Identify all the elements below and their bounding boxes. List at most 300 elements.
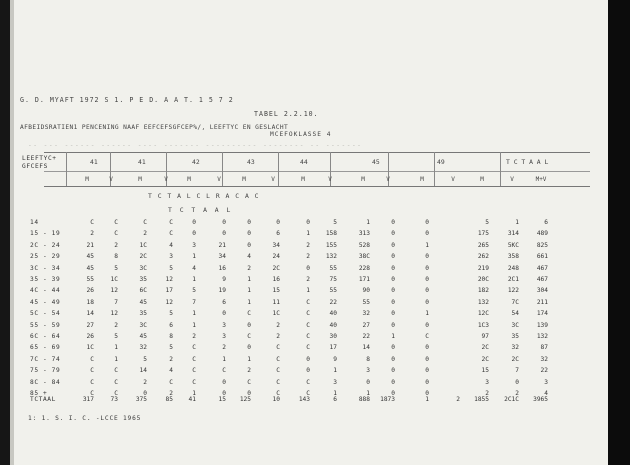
table-row-cell: 1 (222, 355, 226, 363)
table-row-cell: 45 (139, 298, 147, 306)
table-row-cell: 1 (192, 390, 196, 397)
table-row-cell: 0 (391, 321, 395, 329)
table-row-cell: 21 (86, 241, 94, 249)
table-row-cell: 8 (169, 333, 173, 340)
table-row-cell: 1 (247, 276, 251, 283)
table-row-cell: 1 (366, 219, 370, 226)
table-row-cell: 0 (306, 264, 310, 272)
footer-note: 1: 1. S. I. C. -LCCE 1965 (28, 415, 142, 422)
table-row-cell: 314 (507, 230, 519, 238)
column-group-header: T C T A A L (506, 158, 549, 166)
table-row-cell: 0 (391, 310, 395, 318)
table-row-cell: 1 (192, 276, 196, 283)
table-row-cell: 54 (511, 310, 519, 318)
table-row-cell: C (276, 378, 280, 386)
table-row-cell: 0 (425, 287, 429, 295)
table-header-bottom-rule (44, 186, 590, 187)
total-row-cell: 10 (272, 396, 280, 403)
table-row-cell: 2C (511, 355, 519, 363)
table-row-cell: 2C (481, 344, 489, 352)
table-row-cell: 12 (110, 287, 118, 295)
table-row-cell: 5 (169, 344, 173, 352)
table-row-cell: 4 (544, 390, 548, 397)
table-row-cell: 35 (139, 276, 147, 283)
column-subheader: V (328, 176, 332, 183)
table-row-cell: 22 (329, 298, 337, 306)
column-subheader: V (451, 176, 455, 183)
table-row-cell: 0 (391, 355, 395, 363)
table-row-cell: 3C (139, 264, 147, 272)
table-row-cell: 248 (507, 264, 519, 272)
table-row-cell: 304 (536, 287, 548, 295)
table-row-cell: 6C (139, 287, 147, 295)
table-row-cell: 1 (192, 321, 196, 329)
table-row-cell: 5 (169, 264, 173, 272)
table-row-cell: 1C (139, 241, 147, 249)
table-row-cell: 1C (86, 344, 94, 352)
table-row-cell: C (143, 219, 147, 226)
table-row-cell: C (306, 390, 310, 397)
total-row-cell: 41 (188, 396, 196, 403)
column-divider (434, 152, 435, 186)
bleed-through-text: -- --- ------ ------ ---- ------- ---------- -------- -- ------- (28, 142, 363, 149)
table-row-cell: 32 (540, 355, 548, 363)
table-top-rule (44, 152, 590, 153)
table-row-cell: 2 (90, 230, 94, 238)
table-row-cell: 1 (247, 355, 251, 363)
table-row-cell: 22 (362, 333, 370, 340)
table-row-cell: 14 (139, 367, 147, 375)
table-row-cell: 467 (536, 276, 548, 283)
table-row-cell: 0 (391, 298, 395, 306)
table-row-cell: 5 (143, 355, 147, 363)
row-header-bottom: GFCEFS (22, 163, 48, 170)
table-row-cell: 17 (165, 287, 173, 295)
table-row-cell: 0 (391, 253, 395, 261)
table-row-cell: 15 (481, 367, 489, 375)
table-row-cell: 1C (272, 310, 280, 318)
table-row-cell: 0 (222, 390, 226, 397)
table-row-cell: 0 (143, 390, 147, 397)
table-row-cell: 45 (139, 333, 147, 340)
table-row-cell: 7 (114, 298, 118, 306)
table-row-cell: 2 (192, 333, 196, 340)
table-row-cell: 0 (425, 219, 429, 226)
table-row-cell: 40 (329, 310, 337, 318)
table-row-cell: 32 (139, 344, 147, 352)
table-row-cell: C (90, 219, 94, 226)
table-subtitle: MCEFOKLASSE 4 (270, 131, 332, 138)
table-row-cell: 825 (536, 241, 548, 249)
table-row-cell: 1 (247, 298, 251, 306)
table-row-cell: 1 (391, 333, 395, 340)
table-row-cell: 90 (362, 287, 370, 295)
table-row-cell: C (114, 390, 118, 397)
column-subheader: V (271, 176, 275, 183)
table-row-cell: C (247, 378, 251, 386)
total-row-cell: 1873 (380, 396, 395, 403)
table-row-cell: 2 (114, 321, 118, 329)
column-subheader: V (109, 176, 113, 183)
table-row-cell: 0 (425, 367, 429, 375)
table-row-cell: 2 (276, 333, 280, 340)
table-row-cell: 12 (110, 310, 118, 318)
table-row-cell: 2 (169, 390, 173, 397)
table-row-cell: C (192, 367, 196, 375)
table-row-cell: C (306, 344, 310, 352)
table-row-cell: 5 (169, 310, 173, 318)
table-row-cell: 14 (362, 344, 370, 352)
table-row-cell: 55 (329, 287, 337, 295)
table-row-cell: 3 (333, 378, 337, 386)
column-group-header: 43 (247, 158, 255, 166)
table-row-cell: 0 (247, 230, 251, 238)
table-row-cell: C (114, 367, 118, 375)
table-row-cell: 0 (306, 367, 310, 375)
table-row-cell: 7 (192, 298, 196, 306)
table-row-label: 75 - 79 (30, 367, 61, 375)
table-row-label: 5C - 54 (30, 310, 61, 318)
column-subheader: V (164, 176, 168, 183)
table-row-label: 8C - 84 (30, 378, 61, 386)
table-row-cell: 0 (391, 344, 395, 352)
section-label-2: T C T A A L (168, 206, 233, 214)
column-group-header: 41 (138, 158, 146, 166)
column-group-header: 44 (300, 158, 308, 166)
table-row-cell: C (90, 355, 94, 363)
column-subheader: V (217, 176, 221, 183)
table-row-cell: C (306, 298, 310, 306)
table-row-cell: 2 (247, 367, 251, 375)
column-subheader: M (480, 176, 484, 183)
table-row-cell: 2 (143, 230, 147, 238)
section-label-1: T C T A L C L R A C A C (148, 192, 260, 200)
table-row-cell: 2 (306, 276, 310, 283)
table-row-cell: 22 (540, 367, 548, 375)
table-row-cell: 528 (358, 241, 370, 249)
column-subheader: M (361, 176, 365, 183)
table-row-cell: 265 (477, 241, 489, 249)
table-row-cell: 11 (272, 298, 280, 306)
table-row-cell: 40 (329, 321, 337, 329)
table-row-cell: 2 (306, 253, 310, 261)
table-row-cell: 262 (477, 253, 489, 261)
table-row-cell: 3 (222, 333, 226, 340)
table-row-cell: C (247, 333, 251, 340)
ref-line: G. D. MYAFT 1972 S 1. P E D. A A T. 1 5 7 2 (20, 96, 234, 104)
table-row-cell: 1 (192, 253, 196, 261)
table-row-cell: C (306, 310, 310, 318)
table-row-cell: C (192, 344, 196, 352)
table-row-cell: 14 (86, 310, 94, 318)
total-row-cell: 85 (165, 396, 173, 403)
table-row-cell: 45 (86, 264, 94, 272)
table-row-cell: 0 (247, 390, 251, 397)
table-row-cell: 2C (272, 264, 280, 272)
column-subheader: V (510, 176, 514, 183)
table-row-cell: 0 (391, 287, 395, 295)
table-row-cell: 26 (86, 287, 94, 295)
table-row-cell: C (192, 355, 196, 363)
table-row-cell: 0 (366, 378, 370, 386)
table-row-cell: 3 (485, 378, 489, 386)
total-row-cell: 375 (135, 396, 147, 403)
table-row-cell: 1 (192, 310, 196, 318)
table-row-cell: 87 (540, 344, 548, 352)
table-row-cell: 358 (507, 253, 519, 261)
table-row-cell: C (114, 230, 118, 238)
table-row-cell: 175 (477, 230, 489, 238)
total-row-cell: 317 (82, 396, 94, 403)
table-row-cell: 3 (192, 241, 196, 249)
table-row-cell: 182 (477, 287, 489, 295)
table-row-cell: 55 (329, 264, 337, 272)
total-row-cell: 2C1C (504, 396, 519, 403)
table-row-cell: 2 (247, 264, 251, 272)
table-row-cell: 132 (536, 333, 548, 340)
table-row-cell: 6 (169, 321, 173, 329)
column-group-header: 41 (90, 158, 98, 166)
table-row-cell: 661 (536, 253, 548, 261)
table-row-cell: 2 (114, 241, 118, 249)
table-row-cell: 0 (425, 344, 429, 352)
column-group-header: 45 (372, 158, 380, 166)
table-row-cell: 0 (425, 321, 429, 329)
total-row-cell: 1 (425, 396, 429, 403)
table-row-cell: C (306, 321, 310, 329)
total-row-cell: 3965 (533, 396, 548, 403)
table-row-cell: C (306, 378, 310, 386)
table-row-cell: 16 (272, 276, 280, 283)
table-row-cell: 155 (325, 241, 337, 249)
table-row-cell: 21 (218, 241, 226, 249)
table-row-cell: 55 (86, 276, 94, 283)
table-row-cell: 1 (333, 367, 337, 375)
total-row-cell: 125 (239, 396, 251, 403)
table-row-cell: C (192, 378, 196, 386)
table-row-cell: 158 (325, 230, 337, 238)
column-divider (66, 152, 67, 186)
table-row-cell: 2 (143, 378, 147, 386)
table-row-cell: C (114, 378, 118, 386)
table-row-cell: 16 (218, 264, 226, 272)
total-row-cell: 2 (456, 396, 460, 403)
table-row-cell: 0 (425, 355, 429, 363)
table-row-cell: C (222, 367, 226, 375)
table-row-label: 6C - 64 (30, 333, 61, 340)
table-row-cell: 0 (192, 230, 196, 238)
table-row-cell: 0 (391, 276, 395, 283)
total-row-cell: 888 (358, 396, 370, 403)
table-row-cell: 0 (391, 367, 395, 375)
table-row-label: 2C - 24 (30, 241, 61, 249)
table-row-cell: 132 (477, 298, 489, 306)
table-row-cell: 1 (114, 344, 118, 352)
table-row-cell: C (276, 390, 280, 397)
table-number: TABEL 2.2.10. (254, 110, 319, 118)
column-subheader: V (386, 176, 390, 183)
table-row-cell: 3C (139, 321, 147, 329)
table-row-cell: 0 (425, 298, 429, 306)
table-row-cell: 228 (358, 264, 370, 272)
table-row-cell: 12 (165, 276, 173, 283)
column-subheader: M (301, 176, 305, 183)
table-row-cell: 3 (544, 378, 548, 386)
column-subheader: M (187, 176, 191, 183)
page-left-shadow (10, 0, 14, 465)
table-row-cell: 0 (306, 219, 310, 226)
table-row-cell: 26 (86, 333, 94, 340)
table-row-cell: C (276, 367, 280, 375)
table-row-cell: 0 (391, 241, 395, 249)
table-row-cell: 17 (329, 344, 337, 352)
table-row-cell: 1C (110, 276, 118, 283)
table-row-cell: 7 (515, 367, 519, 375)
table-row-cell: 0 (306, 355, 310, 363)
table-row-cell: C (169, 230, 173, 238)
table-row-cell: 0 (276, 219, 280, 226)
table-row-cell: 3 (222, 321, 226, 329)
table-row-cell: 2 (276, 321, 280, 329)
table-row-cell: C (276, 355, 280, 363)
table-row-cell: 5KC (507, 241, 519, 249)
table-row-cell: C (169, 219, 173, 226)
table-row-cell: 2C (481, 355, 489, 363)
table-row-cell: 5 (333, 219, 337, 226)
table-row-cell: C (90, 378, 94, 386)
table-row-cell: 5 (114, 264, 118, 272)
total-row-cell: 15 (218, 396, 226, 403)
table-row-cell: 4 (169, 241, 173, 249)
column-subheader: M (138, 176, 142, 183)
table-header-mid-rule (44, 171, 590, 172)
table-row-cell: 27 (86, 321, 94, 329)
table-row-cell: 1 (247, 287, 251, 295)
table-row-cell: 12C (477, 310, 489, 318)
table-row-cell: 1 (515, 219, 519, 226)
table-row-cell: 0 (425, 253, 429, 261)
column-subheader: M+V (535, 176, 547, 183)
table-row-cell: 2 (485, 390, 489, 397)
table-row-cell: 1C3 (477, 321, 489, 329)
table-row-cell: 5 (192, 287, 196, 295)
table-row-label: 35 - 39 (30, 276, 61, 283)
table-row-cell: 1 (306, 230, 310, 238)
table-row-cell: C (247, 310, 251, 318)
table-row-cell: 3 (169, 253, 173, 261)
table-row-label: 3C - 34 (30, 264, 61, 272)
table-row-cell: 122 (507, 287, 519, 295)
table-row-cell: 0 (222, 378, 226, 386)
table-row-cell: 35 (139, 310, 147, 318)
table-row-cell: 34 (272, 241, 280, 249)
table-row-cell: 132 (325, 253, 337, 261)
table-row-label: 65 - 69 (30, 344, 61, 352)
column-subheader: M (420, 176, 424, 183)
table-row-cell: 5 (114, 333, 118, 340)
table-row-cell: 1 (306, 287, 310, 295)
table-row-cell: 12 (165, 298, 173, 306)
table-row-cell: 24 (272, 253, 280, 261)
table-row-label: 85 + (30, 390, 48, 397)
table-row-cell: 27 (362, 321, 370, 329)
table-row-cell: 0 (425, 230, 429, 238)
table-row-cell: 2 (515, 390, 519, 397)
total-row-cell: 143 (298, 396, 310, 403)
table-row-cell: 0 (222, 310, 226, 318)
table-row-cell: 9 (222, 276, 226, 283)
table-row-label: 55 - 59 (30, 321, 61, 329)
table-row-cell: 0 (515, 378, 519, 386)
total-row-label: TCTAAL (30, 396, 56, 403)
table-row-cell: 3C (511, 321, 519, 329)
table-row-cell: 2 (306, 241, 310, 249)
table-row-cell: 2C1 (507, 276, 519, 283)
total-row-cell: 73 (110, 396, 118, 403)
column-divider (500, 152, 501, 186)
column-subheader: M (85, 176, 89, 183)
column-group-header: 49 (437, 158, 445, 166)
table-row-cell: 30 (329, 333, 337, 340)
table-row-cell: 0 (222, 230, 226, 238)
table-row-cell: 4 (192, 264, 196, 272)
table-row-cell: C (306, 333, 310, 340)
table-row-cell: 139 (536, 321, 548, 329)
table-row-cell: 0 (425, 264, 429, 272)
table-row-cell: 2 (222, 344, 226, 352)
table-row-cell: 4 (247, 253, 251, 261)
table-row-cell: 0 (247, 344, 251, 352)
table-row-cell: C (90, 390, 94, 397)
total-row-cell: 1855 (474, 396, 489, 403)
table-row-cell: 7C (511, 298, 519, 306)
column-group-header: 42 (192, 158, 200, 166)
table-row-cell: 1 (425, 241, 429, 249)
table-row-cell: C (90, 367, 94, 375)
table-row-label: 45 - 49 (30, 298, 61, 306)
table-row-cell: 5 (485, 219, 489, 226)
table-row-cell: 6 (222, 298, 226, 306)
table-row-cell: 97 (481, 333, 489, 340)
table-row-cell: 9 (333, 355, 337, 363)
table-row-cell: 0 (391, 390, 395, 397)
table-row-cell: 0 (222, 219, 226, 226)
table-row-cell: 313 (358, 230, 370, 238)
table-row-label: 14 (30, 219, 39, 226)
table-row-cell: 3 (366, 367, 370, 375)
table-row-cell: 0 (247, 219, 251, 226)
table-row-cell: 6 (544, 219, 548, 226)
table-row-cell: 45 (86, 253, 94, 261)
table-row-cell: 1 (425, 310, 429, 318)
table-row-cell: C (169, 378, 173, 386)
table-row-cell: 0 (391, 264, 395, 272)
table-row-label: 4C - 44 (30, 287, 61, 295)
table-row-cell: 4 (169, 367, 173, 375)
table-row-cell: 0 (425, 390, 429, 397)
table-row-cell: 171 (358, 276, 370, 283)
table-row-cell: 34 (218, 253, 226, 261)
table-row-cell: 0 (192, 219, 196, 226)
table-row-cell: 0 (247, 241, 251, 249)
table-row-cell: 8 (114, 253, 118, 261)
table-row-label: 7C - 74 (30, 355, 61, 363)
table-row-cell: 0 (391, 219, 395, 226)
table-row-cell: 489 (536, 230, 548, 238)
table-row-cell: 1 (333, 390, 337, 397)
table-row-cell: 1 (114, 355, 118, 363)
table-row-cell: C (276, 344, 280, 352)
